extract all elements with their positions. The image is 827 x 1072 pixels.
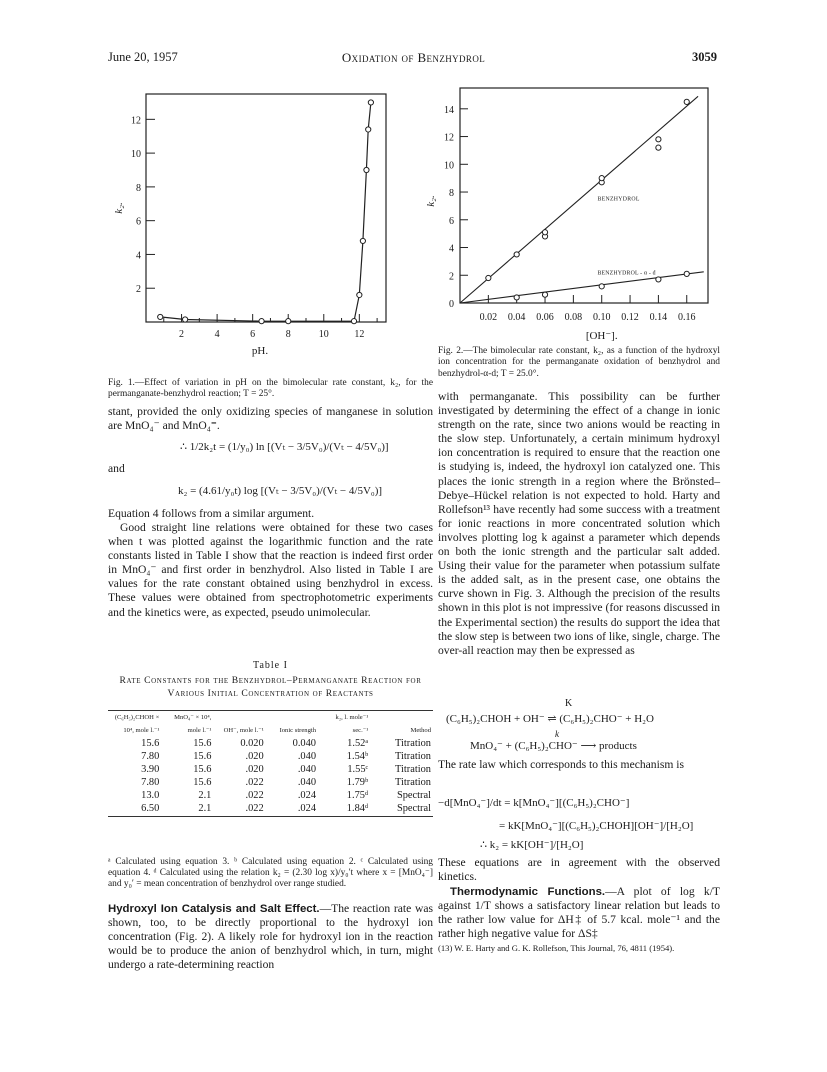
table-cell: Titration bbox=[395, 751, 431, 762]
reference-footnote: (13) W. E. Harty and G. K. Rollefson, This Journal, 76, 4811 (1954). bbox=[438, 943, 675, 953]
x-tick-label: 0.02 bbox=[479, 312, 498, 323]
table-cell: .022 bbox=[245, 803, 264, 814]
table-row bbox=[108, 776, 433, 789]
table-cell: Titration bbox=[395, 738, 431, 749]
series-label-deuterated: BENZHYDROL - α - d bbox=[597, 270, 656, 277]
reaction-1: (C₆H₅)₂CHOH + OH⁻ ⇌ (C₆H₅)₂CHO⁻ + H₂O bbox=[446, 713, 654, 725]
table-cell: .022 bbox=[245, 777, 264, 788]
table-cell: .024 bbox=[297, 790, 317, 801]
data-point bbox=[368, 100, 373, 105]
figure-1-caption: Fig. 1.—Effect of variation in pH on the bimolecular rate constant, k₂, for the permanganate-benzhydrol reaction; T = 25°. bbox=[108, 378, 433, 400]
left-para-2: Equation 4 follows from a similar argument. bbox=[108, 507, 315, 520]
table-cell: 1.52ᵃ bbox=[347, 738, 369, 749]
running-title: Oxidation of Benzhydrol bbox=[341, 50, 486, 65]
table-row bbox=[108, 737, 433, 750]
x-tick-label: 2 bbox=[179, 329, 185, 340]
data-point-benzhydrol bbox=[684, 99, 689, 104]
y-axis-label: k₂. bbox=[425, 195, 437, 207]
right-para-4-text: —A plot of log k/T against 1/T shows a satisfactory linear relation but leads to the rather low value for ΔH‡ of 5.7 kcal. mole⁻¹ and the rather high negative value for ΔS‡ bbox=[438, 885, 720, 941]
rate-law-3: ∴ k₂ = kK[OH⁻]/[H₂O] bbox=[480, 839, 584, 851]
table-cell: 15.6 bbox=[193, 764, 212, 775]
y-tick-label: 10 bbox=[444, 160, 454, 172]
y-tick-label: 12 bbox=[444, 132, 454, 144]
left-para-4 bbox=[108, 902, 433, 972]
data-point-deuterated bbox=[684, 271, 689, 276]
figure-1-ph-plot bbox=[108, 88, 398, 363]
series-label-benzhydrol: BENZHYDROL bbox=[597, 196, 640, 203]
table-cell: 1.55ᶜ bbox=[347, 764, 369, 775]
x-axis-label: pH. bbox=[251, 345, 269, 357]
x-tick-label: 0.10 bbox=[592, 312, 611, 323]
data-point-benzhydrol bbox=[656, 137, 661, 142]
table-cell: Titration bbox=[395, 777, 431, 788]
x-tick-label: 10 bbox=[318, 329, 329, 340]
table-row bbox=[108, 763, 433, 776]
data-point bbox=[360, 238, 365, 243]
rate-law-2: = kK[MnO₄⁻][(C₆H₅)₂CHOH][OH⁻]/[H₂O] bbox=[499, 820, 694, 832]
table-footnote: ᵃ Calculated using equation 3. ᵇ Calculated using equation 2. ᶜ Calculated using equation 4. ᵈ Calculated using the relation k₂ = (2.30 log x)/y₀′t where x = [MnO₄⁻] and y₀′ = mean concentration of benzhydrol over range studied. bbox=[108, 857, 433, 889]
table-row bbox=[108, 750, 433, 763]
data-point bbox=[259, 319, 264, 324]
y-tick-label: 6 bbox=[136, 216, 141, 228]
table-cell: 2.1 bbox=[198, 803, 212, 814]
and-word: and bbox=[108, 462, 125, 475]
table-header-row bbox=[108, 711, 433, 737]
left-para-3: Good straight line relations were obtained for these two cases when t was plotted against the logarithmic function and the rate constants listed in Table I show that the reaction is indeed first order in MnO₄⁻ and first order in benzhydrol. Also listed in Table I are values for the rate constant obtained using benzhydrol in excess. These values were obtained from spectrophotometric experiments and the kinetics were, as expected, pseudo unimolecular. bbox=[108, 521, 433, 619]
data-point bbox=[366, 127, 371, 132]
data-curve bbox=[160, 102, 371, 321]
table-cell: 7.80 bbox=[141, 751, 160, 762]
table-cell: 1.84ᵈ bbox=[346, 803, 369, 814]
data-point-benzhydrol bbox=[486, 275, 491, 280]
table-cell: 15.6 bbox=[193, 738, 212, 749]
right-para-4 bbox=[438, 885, 720, 941]
table-cell: Titration bbox=[395, 764, 431, 775]
x-tick-label: 0.06 bbox=[536, 312, 554, 323]
fit-line-deuterated bbox=[460, 272, 704, 303]
y-tick-label: 14 bbox=[444, 104, 454, 116]
table-header-cell: Ionic strength bbox=[279, 727, 317, 734]
y-tick-label: 12 bbox=[131, 115, 141, 127]
data-point bbox=[357, 292, 362, 297]
y-tick-label: 0 bbox=[449, 299, 454, 310]
x-tick-label: 6 bbox=[250, 329, 256, 340]
table-cell: .040 bbox=[297, 751, 317, 762]
data-point-deuterated bbox=[542, 292, 547, 297]
table-title: Table I bbox=[253, 660, 288, 671]
table-cell: 1.79ᵇ bbox=[346, 777, 369, 788]
table-cell: 6.50 bbox=[141, 803, 160, 814]
left-para-1: stant, provided the only oxidizing species of manganese in solution are MnO₄⁻ and MnO₄⁼. bbox=[108, 405, 433, 433]
x-tick-label: 4 bbox=[214, 329, 220, 340]
data-point-benzhydrol bbox=[656, 145, 661, 150]
x-tick-label: 8 bbox=[285, 329, 291, 340]
table-cell: .024 bbox=[297, 803, 317, 814]
y-tick-label: 8 bbox=[136, 182, 141, 194]
section-heading-thermo: Thermodynamic Functions. bbox=[450, 886, 606, 898]
table-cell: 7.80 bbox=[141, 777, 160, 788]
rxn-1-constant: K bbox=[565, 698, 573, 709]
rxn-2-constant: k bbox=[555, 729, 559, 739]
right-para-1: with permanganate. This possibility can be further investigated by determining the effect of a change in ionic strength on the rate, since two anions would be reacting in the slow step. Unfortunately, a certain minimum hydroxyl ion concentration is required to ensure that the reaction one is studying is, indeed, the hydroxyl ion catalyzed one. This places the ionic strength in a region where the Brönsted–Debye–Hückel relation is not expected to hold. Harty and Rollefson¹³ have recently had some success with a treatment for ionic reactions in more concentrated solution which involves plotting log k against a parameter which depends on both the ionic strength and the particular salt added. Using their value for the parameter when potassium sulfate is the added salt, as in the present case, one obtains the curve shown in Fig. 3. Although the precision of the results shown in this plot is not impressive (for reasons discussed in the Experimental section) the results do support the idea that the slow step is between two ions of like, single, charge. The over-all reaction may then be expressed as bbox=[438, 390, 720, 657]
data-point-benzhydrol bbox=[514, 252, 519, 257]
table-row bbox=[108, 789, 433, 802]
y-tick-label: 2 bbox=[136, 284, 141, 296]
equation-1: ∴ 1/2k₂t = (1/y₀) ln [(Vₜ − 3/5V₀)/(Vₜ − 4/5V₀)] bbox=[180, 441, 389, 453]
data-point bbox=[286, 319, 291, 324]
table-cell: 2.1 bbox=[198, 790, 212, 801]
table-header-cell: (C₆H₅)₂CHOH × 10⁴, mole l.⁻¹ bbox=[114, 714, 160, 734]
data-point bbox=[364, 167, 369, 172]
right-para-2: The rate law which corresponds to this mechanism is bbox=[438, 758, 684, 771]
table-cell: 15.6 bbox=[141, 738, 160, 749]
table-cell: 1.75ᵈ bbox=[346, 790, 369, 801]
table-cell: 15.6 bbox=[193, 777, 212, 788]
data-point-deuterated bbox=[656, 277, 661, 282]
rate-law-1: −d[MnO₄⁻]/dt = k[MnO₄⁻][(C₆H₅)₂CHO⁻] bbox=[438, 797, 630, 809]
x-axis-label: [OH⁻]. bbox=[585, 330, 618, 342]
right-para-3: These equations are in agreement with the observed kinetics. bbox=[438, 856, 720, 884]
table-cell: 0.040 bbox=[292, 738, 317, 749]
figure-2-caption: Fig. 2.—The bimolecular rate constant, k₂, as a function of the hydroxyl ion concentration for the permanganate oxidation of benzhydrol and benzhydrol-α-d; T = 25.0°. bbox=[438, 346, 720, 379]
left-para-4-text: —The reaction rate was shown, too, to be directly proportional to the hydroxyl ion concentration (Fig. 2). A likely role for hydroxyl ion in the reaction would be to produce the anion of benzhydrol which, in turn, might undergo a rate-determining reaction bbox=[108, 902, 433, 972]
x-tick-label: 0.04 bbox=[507, 312, 526, 323]
table-cell: .020 bbox=[245, 764, 264, 775]
table-subtitle: Rate Constants for the Benzhydrol–Permanganate Reaction for Various Initial Concentration of Reactants bbox=[119, 675, 422, 699]
section-heading-hydroxyl: Hydroxyl Ion Catalysis and Salt Effect. bbox=[108, 903, 320, 915]
table-cell: Spectral bbox=[396, 790, 431, 801]
table-cell: .020 bbox=[245, 751, 264, 762]
y-tick-label: 10 bbox=[131, 149, 141, 161]
fit-line-benzhydrol bbox=[460, 96, 698, 303]
data-point bbox=[183, 317, 188, 322]
x-tick-label: 12 bbox=[354, 329, 365, 340]
table-header-cell: MnO₄⁻ × 10⁴, mole l.⁻¹ bbox=[174, 714, 212, 734]
table-i bbox=[108, 710, 433, 817]
table-header-cell: k₂, l. mole⁻¹ sec.⁻¹ bbox=[335, 714, 369, 734]
x-tick-label: 0.16 bbox=[677, 312, 696, 323]
y-tick-label: 4 bbox=[449, 243, 454, 255]
table-header-cell: OH⁻, mole l.⁻¹ bbox=[223, 727, 264, 734]
data-point-deuterated bbox=[599, 284, 604, 289]
table-cell: .022 bbox=[245, 790, 264, 801]
reaction-2: MnO₄⁻ + (C₆H₅)₂CHO⁻ ⟶ products bbox=[470, 740, 637, 752]
x-tick-label: 0.12 bbox=[621, 312, 639, 323]
data-point-deuterated bbox=[514, 295, 519, 300]
data-point bbox=[158, 314, 163, 319]
data-point-benzhydrol bbox=[599, 176, 604, 181]
table-cell: .040 bbox=[297, 764, 317, 775]
y-tick-label: 8 bbox=[449, 188, 454, 200]
table-header-cell: Method bbox=[410, 727, 431, 734]
page-number: 3059 bbox=[692, 50, 717, 64]
table-cell: Spectral bbox=[396, 803, 431, 814]
page-date: June 20, 1957 bbox=[108, 50, 178, 64]
table-cell: 1.54ᵇ bbox=[346, 751, 369, 762]
y-tick-label: 6 bbox=[449, 215, 454, 227]
table-cell: .040 bbox=[297, 777, 317, 788]
x-tick-label: 0.14 bbox=[649, 312, 668, 323]
plot-frame bbox=[146, 94, 386, 322]
table-cell: 15.6 bbox=[193, 751, 212, 762]
y-tick-label: 4 bbox=[136, 250, 141, 262]
table-cell: 3.90 bbox=[141, 764, 160, 775]
table-row bbox=[108, 802, 433, 815]
y-tick-label: 2 bbox=[449, 271, 454, 283]
table-cell: 13.0 bbox=[141, 790, 160, 801]
equation-2: k₂ = (4.61/y₀t) log [(Vₜ − 3/5V₀)/(Vₜ − 4/5V₀)] bbox=[178, 485, 383, 497]
data-point bbox=[351, 319, 356, 324]
figure-2-oh-plot bbox=[420, 88, 720, 356]
x-tick-label: 0.08 bbox=[564, 312, 583, 323]
y-axis-label: k₂. bbox=[113, 202, 125, 214]
data-point-benzhydrol bbox=[542, 230, 547, 235]
table-cell: 0.020 bbox=[240, 738, 264, 749]
